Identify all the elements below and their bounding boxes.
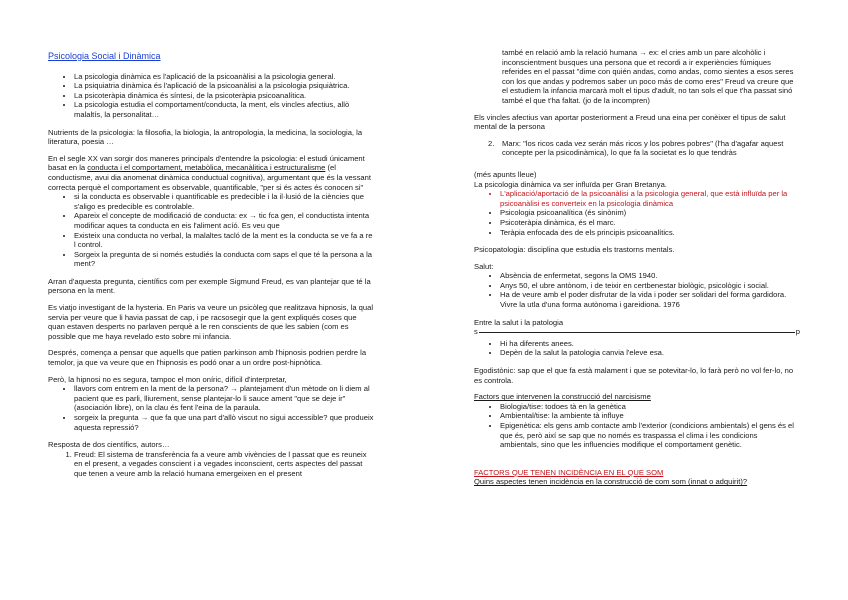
section-question: Quins aspectes tenen incidència en la construcció de com som (innat o adquirit)? <box>474 477 748 487</box>
authors-list <box>48 450 375 479</box>
pero-paragraph: Però, la hipnosi no es segura, tampoc el mon oníric, difícil d'interpretar, <box>48 374 287 384</box>
salut-list <box>474 271 798 309</box>
xx-text-2: (el conductisme, avui dia anomenat dinàmica conductual cognitiva), argumentant que és la vessant correcta perquè el comportament es observable, quantificable, "per si és actes és conocen si" <box>48 163 371 192</box>
list-item: • Ambiental/tise: la ambiente tà influye <box>500 411 798 421</box>
list-item: • Sorgeix la pregunta de si només estudiés la conducta com saps el que té la persona a la ment? <box>74 250 375 269</box>
nutrients-paragraph: Nutrients de la psicologia: la filosofia, la biologia, la antropologia, la medicina, la sociologia, la literatura, poesia … <box>48 127 363 147</box>
list-item: • Depèn de la salut la patologia canvia l'eleve esa. <box>500 348 798 358</box>
line-start-label: s <box>474 327 478 337</box>
pero-list <box>48 384 375 432</box>
resposta-paragraph: Resposta de dos científics, autors… <box>48 440 170 450</box>
freud-paragraph-1: Arran d'aquesta pregunta, científics com per exemple Sigmund Freud, es van plantejar que té la persona en la ment. <box>48 276 371 296</box>
red-section-heading: FACTORS QUE TENEN INCIDÈNCIA EN EL QUE SOM <box>474 467 664 477</box>
list-item: • llavors com entrem en la ment de la persona? → plantejament d'un mètode on li diem al pacient que es parli, lliurement, sense plantejar-lo li sauce ament "que se deje ir" (asociación libre), on la clau és fent l'eina de la paraula. <box>74 384 375 413</box>
list-item: • Apareix el concepte de modificació de conducta: ex → tic fca gen, el conductista intenta modificar aques ta conducta en eis l'aliment acíó. Es veu que <box>74 211 375 230</box>
list-item: • La psiquiatria dinàmica és l'aplicació de la psicoanàlisi a la psicologia psiquiàtrica. <box>74 81 375 91</box>
marx-item <box>488 139 798 158</box>
list-item: • si la conducta es observable i quantificable es predecible i la il·lusió de la ciències que s'aligo es predecible es controlable. <box>74 192 375 211</box>
list-number: 2. <box>488 138 495 148</box>
list-item: • Teràpia enfocada des de els principis psicoanalítics. <box>500 228 798 238</box>
factors-list <box>474 402 798 450</box>
continuum-line <box>479 332 795 333</box>
list-item: • Absència de enfermetat, segons la OMS 1940. <box>500 271 798 281</box>
list-item: • La psicologia dinàmica es l'aplicació de la psicoanàlisi a la psicologia general. <box>74 72 375 82</box>
health-pathology-line <box>474 327 801 337</box>
despres-paragraph: Després, comença a pensar que aquells que patien parkinson amb l'hipnosis podrien perdre la temolor, ja que va veure que en l'hipnosis es podó onar a un ordre post-hipnòtica. <box>48 348 367 368</box>
dinamica-list <box>474 189 798 237</box>
egodistonic-paragraph: Egodistònic: sap que el que fa està malament i que se potevitar-lo, lo farà però no vol fer-lo, no es controla. <box>474 366 794 385</box>
vincles-paragraph: Els vincles afectius van aportar posteriorment a Freud una eina per conèixer el tipus de salut mental de la persona <box>474 112 786 132</box>
document-title[interactable]: Psicologia Social i Dinàmica <box>48 51 161 61</box>
factors-heading: Factors que intervenen la construcció del narcisisme <box>474 392 651 402</box>
marx-text: Marx: "los ricos cada vez serán más ricos y los pobres pobres" (l'ha d'agafar aquest concepte per la psicodinàmica), lo que fa la societat es lo que tendràs <box>502 138 784 158</box>
list-item: • sorgeix la pregunta → que fa que una part d'allò viscut no sigui accessible? que produeix aquesta repressió? <box>74 413 375 432</box>
list-item: • La psicologia estudia el comportament/conducta, la ment, els vincles afectius, allò malaltís, la personalitat… <box>74 100 375 119</box>
freud-paragraph-2: Es viatjo investigant de la hysteria. En Paris va veure un psicòleg que realitzava hipnosis, la qual servia per veure que li havia passat de cap, i pe racsosegir que la gent expliqués coses que quan estaven desperts no parlaven perquè a le ren conscients de que les sabien (com es possible que me haya revelado esto sobre mi infancia. <box>48 303 374 341</box>
line-end-label: p <box>795 327 801 337</box>
list-item: • Hi ha diferents anees. <box>500 339 798 349</box>
xx-century-paragraph <box>48 154 375 192</box>
psicopatologia-paragraph: Psicopatologia: disciplina que estudia els trastorns mentals. <box>474 245 675 255</box>
list-item: • La psicoteràpia dinàmica és síntesi, de la psicoteràpia psicoanalítica. <box>74 91 375 101</box>
left-column <box>48 52 375 485</box>
list-item: • Epigenètica: els gens amb contacte amb l'exterior (condicions ambientals) el gens és el que és, però així se sap que no només es traspassa el clima i les condicions ambientals, sino que les influencies modifique el comportament genètic. <box>500 421 798 450</box>
xx-text-1: En el segle XX van sorgir dos maneres principals d'entendre la psicologia: el estudi únicament basat en la <box>48 153 365 173</box>
list-item: • Anys 50, el ubre antònom, i de teixir en certbenestar biològic, psicològic i social. <box>500 281 798 291</box>
intro-list <box>48 72 375 120</box>
right-column <box>474 48 801 487</box>
dinamica-paragraph: La psicologia dinàmica va ser influïda per Gran Bretanya. <box>474 179 667 189</box>
salut-heading: Salut: <box>474 261 494 271</box>
list-item: • Ha de veure amb el poder disfrutar de la vida i poder ser solidari del forma gardidora. Vivre la utla d'una forma autònoma i gareidiona. 1976 <box>500 290 798 309</box>
list-item: • Psicologia psicoanalítica (és sinònim) <box>500 208 798 218</box>
continuation-paragraph: també en relació amb la relació humana → ex: el cries amb un pare alcohòlic i inconscientment busques una persona que et recordi a ir experiències fúmiques referides en el passat "dime con quién andas, como andas, como sientes a esos seres con los que andas y podremos saber un poco más de como eres" Freud va creure que el estudiem la infancia marcarà molt el tipus d'adult, no tan sols el que t'ha passat sinó també el que t'ha faltat. (jo de la incompren) <box>502 48 794 105</box>
list-item-highlight: • L'aplicació/aportació de la psicoanàlisi a la psicologia general, que està influïda per la psicoanàlisi es converteix en la psicologia dinàmica <box>500 189 798 208</box>
xx-underlined-text: conducta i el comportament, metabòlica, mecanàlitica i estructuralisme <box>87 163 326 173</box>
entre-list <box>474 339 798 358</box>
list-item: • Biologia/tise: todoes tà en la genètica <box>500 402 798 412</box>
xx-list <box>48 192 375 269</box>
apunts-note: (més apunts lleue) <box>474 169 537 179</box>
entre-heading: Entre la salut i la patologia <box>474 317 564 327</box>
list-item: 1. Freud: El sistema de transferència fa a veure amb vivències de l passat que es reuneix en el present, a vegades conscient i a vegades inconscient, certs aspectes del passat que tenen a veure amb la relació humana emergeixen en el present <box>74 450 375 479</box>
list-item: • Existeix una conducta no verbal, la malaltes tacló de la ment es la conducta se ve fa a re l control. <box>74 231 375 250</box>
list-item: • Psicoteràpia dinàmica, és el marc. <box>500 218 798 228</box>
